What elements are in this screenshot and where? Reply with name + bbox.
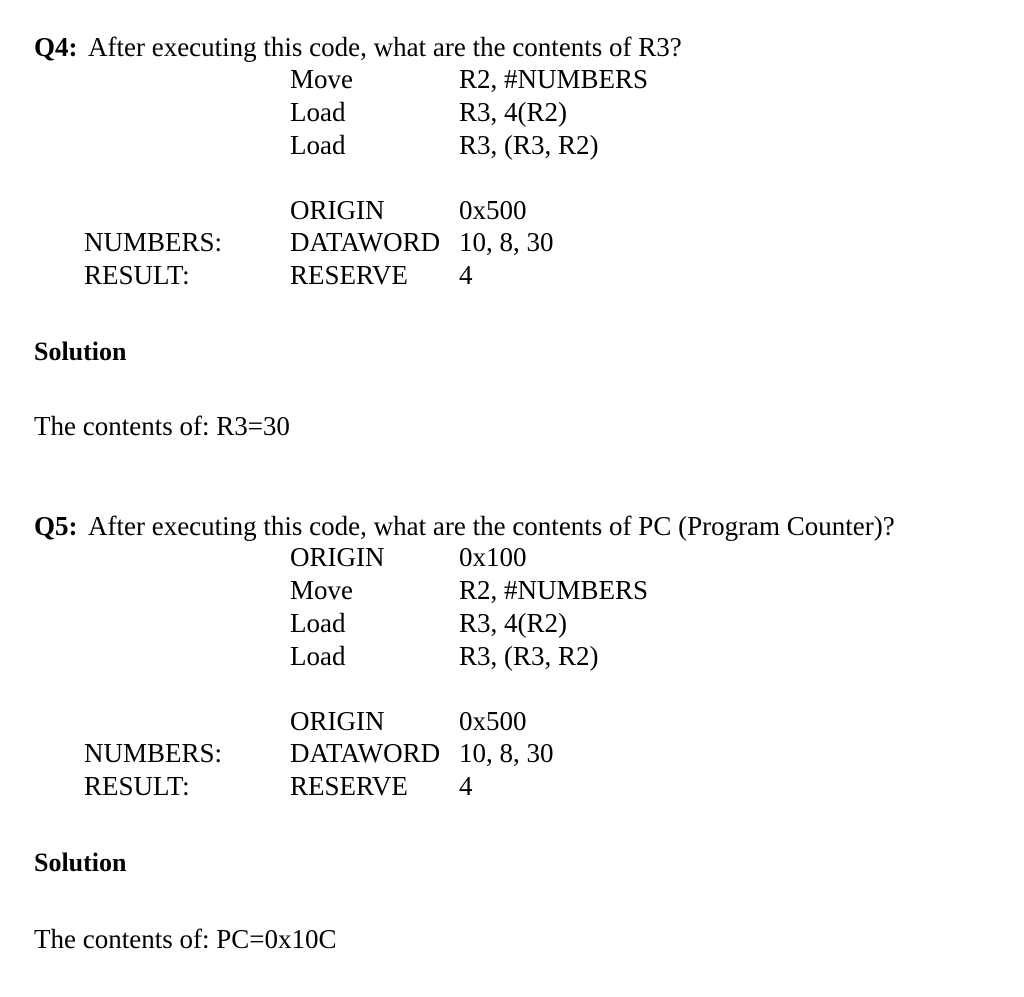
q4-data-op: RESERVE — [290, 260, 408, 290]
q4-data-op: DATAWORD — [290, 227, 441, 257]
q5-answer: The contents of: PC=0x10C — [34, 924, 337, 954]
q5-code-op: Load — [290, 608, 346, 638]
q4-data-label: RESULT: — [84, 260, 190, 290]
q5-data-label: NUMBERS: — [84, 738, 223, 768]
q5-code-op: ORIGIN — [290, 542, 385, 572]
q4-code-op: Load — [290, 97, 346, 127]
q4-data-op: ORIGIN — [290, 195, 385, 225]
q5-data-op: ORIGIN — [290, 706, 385, 736]
q4-solution-heading: Solution — [34, 337, 127, 366]
q5-data-arg: 4 — [459, 771, 473, 801]
q5-code-arg: 0x100 — [459, 542, 527, 572]
q5-label: Q5: — [34, 511, 78, 541]
q4-code-arg: R2, #NUMBERS — [459, 64, 649, 94]
q4-code-op: Load — [290, 130, 346, 160]
q4-data-arg: 10, 8, 30 — [459, 227, 554, 257]
q4-data-arg: 0x500 — [459, 195, 527, 225]
q4-answer: The contents of: R3=30 — [34, 411, 290, 441]
q5-code-arg: R2, #NUMBERS — [459, 575, 649, 605]
q5-data-op: DATAWORD — [290, 738, 441, 768]
q4-label: Q4: — [34, 32, 78, 62]
q4-data-arg: 4 — [459, 260, 473, 290]
q4-code-arg: R3, 4(R2) — [459, 97, 567, 127]
q5-solution-heading: Solution — [34, 848, 127, 877]
q5-code-op: Load — [290, 641, 346, 671]
q5-code-arg: R3, (R3, R2) — [459, 641, 599, 671]
q5-data-arg: 10, 8, 30 — [459, 738, 554, 768]
q5-data-label: RESULT: — [84, 771, 190, 801]
q4-code-op: Move — [290, 64, 353, 94]
q4-code-arg: R3, (R3, R2) — [459, 130, 599, 160]
q5-code-arg: R3, 4(R2) — [459, 608, 567, 638]
q5-question: After executing this code, what are the contents of PC (Program Counter)? — [88, 511, 895, 541]
q5-code-op: Move — [290, 575, 353, 605]
q5-data-op: RESERVE — [290, 771, 408, 801]
q4-data-label: NUMBERS: — [84, 227, 223, 257]
q5-data-arg: 0x500 — [459, 706, 527, 736]
q4-question: After executing this code, what are the contents of R3? — [88, 32, 682, 62]
